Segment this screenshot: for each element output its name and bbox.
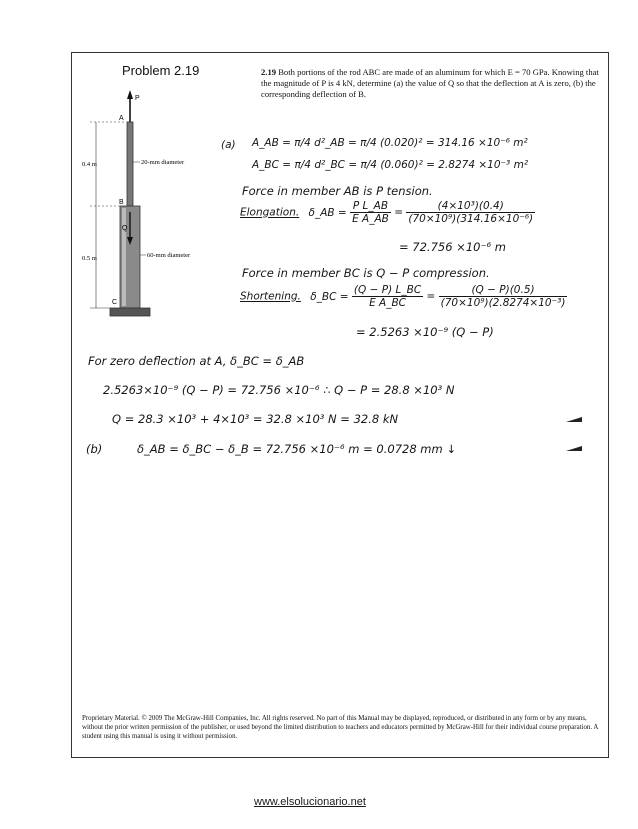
part-b-label: (b): [86, 442, 103, 456]
problem-statement: [261, 67, 601, 100]
label-q: Q: [122, 225, 128, 232]
label-p: P: [135, 95, 140, 102]
website-link[interactable]: www.elsolucionario.net: [254, 796, 366, 808]
elongation-lhs: δ_AB =: [308, 206, 347, 219]
shortening-label: Shortening.: [240, 290, 301, 303]
force-bc-line: Force in member BC is Q − P compression.: [242, 266, 490, 280]
part-a-label: (a): [221, 139, 236, 151]
copyright-footer: Proprietary Material. © 2009 The McGraw-Hill Companies, Inc. All rights reserved. No part of this Manual may be displayed, reproduced, or distributed in any form or by any means, without the prior written permission of the publisher, or used beyond the limited distribution to teachers and educators permitted by McGraw-Hill for their individual course preparation. A student using this manual is using it without permission.: [82, 715, 599, 740]
length-ab: 0.4 m: [82, 161, 97, 168]
deflection-b-line: δ_AB = δ_BC − δ_B = 72.756 ×10⁻⁶ m = 0.0728 mm ↓: [137, 442, 457, 456]
q-result-line: Q = 28.3 ×10³ + 4×10³ = 32.8 ×10³ N = 32.8 kN: [112, 412, 399, 426]
elongation-label: Elongation.: [240, 206, 300, 219]
diameter-bc: 60-mm diameter: [147, 252, 191, 259]
shortening-formula: $\frac{(Q - P) L\_BC}{\text{E A\_BC}}$: [353, 284, 422, 309]
elongation-line: Elongation. δ_AB = $\frac{\text{P L\_AB}}{\text{E A\_AB}}$ = $\frac{\text{(4×10³)(0.4)}}{\text{(70×10⁹)(314.16×10⁻⁶)}}$: [240, 200, 534, 225]
elongation-numeric: $\frac{\text{(4×10³)(0.4)}}{\text{(70×10⁹)(314.16×10⁻⁶)}}$: [408, 200, 534, 225]
elongation-formula: $\frac{\text{P L\_AB}}{\text{E A\_AB}}$: [352, 200, 389, 225]
label-b: B: [119, 199, 124, 206]
rod-figure: [82, 90, 212, 330]
area-ab-line: A_AB = π/4 d²_AB = π/4 (0.020)² = 314.16 ×10⁻⁶ m²: [252, 137, 528, 149]
label-a: A: [119, 115, 124, 122]
solve-q-minus-p-line: 2.5263×10⁻⁹ (Q − P) = 72.756 ×10⁻⁶ ∴ Q − P = 28.8 ×10³ N: [103, 383, 455, 397]
shortening-result: = 2.5263 ×10⁻⁹ (Q − P): [356, 325, 494, 339]
shortening-numeric: $\frac{(Q - P)(0.5)}{\text{(70×10⁹)(2.8274×10⁻³)}}$: [440, 284, 566, 309]
problem-number: 2.19: [261, 67, 277, 77]
problem-title: Problem 2.19: [122, 63, 200, 78]
zero-deflection-line: For zero deflection at A, δ_BC = δ_AB: [88, 354, 305, 368]
area-bc-line: A_BC = π/4 d²_BC = π/4 (0.060)² = 2.8274 ×10⁻³ m²: [252, 159, 529, 171]
label-c: C: [112, 299, 118, 306]
diameter-ab: 20-mm diameter: [141, 159, 185, 166]
shortening-lhs: δ_BC =: [310, 290, 349, 303]
problem-text: Both portions of the rod ABC are made of an aluminum for which E = 70 GPa. Knowing that the magnitude of P is 4 kN, determine (a) the value of Q so that the deflection at A is zero, (b) the corresponding deflection of B.: [261, 67, 599, 99]
elongation-result: = 72.756 ×10⁻⁶ m: [399, 240, 506, 254]
shortening-line: Shortening. δ_BC = $\frac{(Q - P) L\_BC}{\text{E A\_BC}}$ = $\frac{(Q - P)(0.5)}{\text{(70×10⁹)(2.8274×10⁻³)}}$: [240, 284, 566, 309]
length-bc: 0.5 m: [82, 255, 97, 262]
force-ab-line: Force in member AB is P tension.: [242, 184, 433, 198]
